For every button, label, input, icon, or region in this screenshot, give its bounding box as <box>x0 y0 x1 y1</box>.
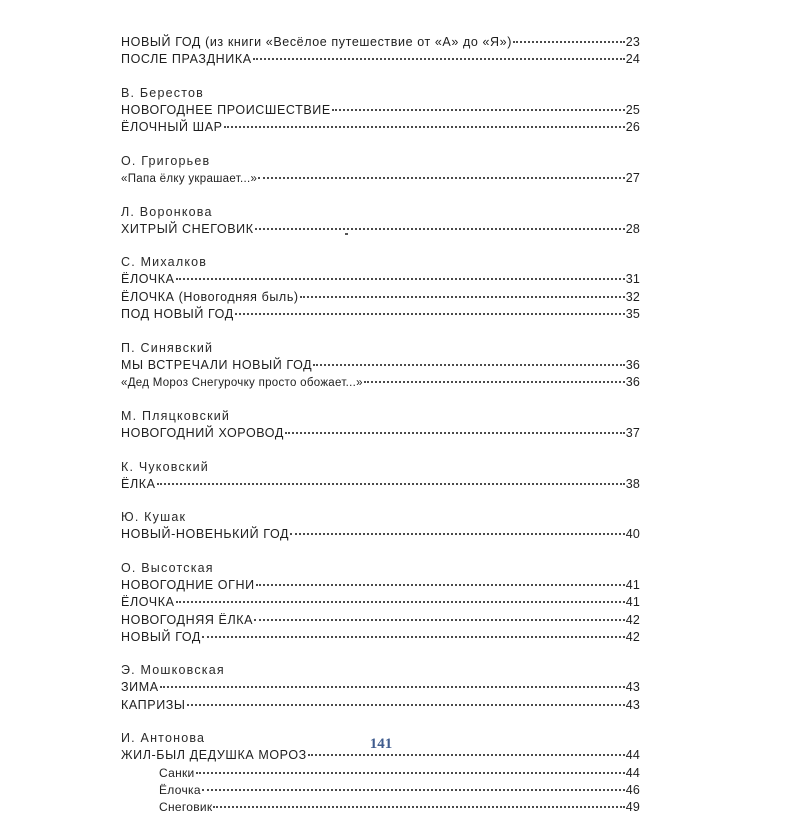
toc-entry <box>121 577 640 594</box>
entry-title: НОВОГОДНИЙ ХОРОВОД <box>121 426 284 441</box>
toc-section <box>121 152 640 188</box>
toc-entry <box>121 799 640 816</box>
author-name: И. Антонова <box>121 731 206 746</box>
toc-entry <box>121 612 640 629</box>
dot-leader <box>332 109 625 111</box>
toc-section <box>121 559 640 647</box>
toc-entry <box>121 289 640 306</box>
dot-leader <box>513 41 625 43</box>
entry-title: НОВЫЙ-НОВЕНЬКИЙ ГОД <box>121 527 290 542</box>
author-name: Э. Мошковская <box>121 663 225 678</box>
entry-page-number: 42 <box>625 629 640 644</box>
entry-page-number: 28 <box>625 222 640 237</box>
entry-page-number: 25 <box>625 102 640 117</box>
dot-leader <box>176 601 625 603</box>
entry-title: ЗИМА <box>121 680 159 695</box>
author-name: К. Чуковский <box>121 459 209 474</box>
dot-leader <box>196 772 625 774</box>
toc-entry <box>121 594 640 611</box>
toc-entry <box>121 374 640 392</box>
entry-page-number: 41 <box>625 577 640 592</box>
entry-page-number: 36 <box>625 375 640 390</box>
entry-title: ПОД НОВЫЙ ГОД <box>121 307 234 322</box>
toc-section <box>121 508 640 543</box>
dot-leader <box>176 278 625 280</box>
toc-section <box>121 253 640 323</box>
dot-leader <box>285 432 625 434</box>
author-name: Ю. Кушак <box>121 510 187 525</box>
entry-page-number: 32 <box>625 289 640 304</box>
entry-page-number: 49 <box>625 800 640 815</box>
toc-entry <box>121 357 640 374</box>
dot-leader <box>290 533 625 535</box>
toc-section <box>121 203 640 238</box>
entry-title: ЁЛОЧКА <box>121 272 175 287</box>
entry-page-number: 35 <box>625 307 640 322</box>
entry-page-number: 31 <box>625 272 640 287</box>
entry-title: ЁЛОЧКА <box>121 595 175 610</box>
entry-page-number: 46 <box>625 782 640 797</box>
author-name: М. Пляцковский <box>121 409 231 424</box>
author-name: О. Высотская <box>121 560 214 575</box>
entry-title: ХИТРЫЙ СНЕГОВИК <box>121 222 254 237</box>
entry-page-number: 26 <box>625 120 640 135</box>
toc-entry <box>121 170 640 188</box>
toc-entry <box>121 526 640 543</box>
entry-title: ЖИЛ-БЫЛ ДЕДУШКА МОРОЗ <box>121 748 307 763</box>
dot-leader <box>157 483 625 485</box>
dot-leader <box>313 364 624 366</box>
toc-entry <box>121 51 640 68</box>
entry-page-number: 23 <box>625 35 640 49</box>
entry-title: ПОСЛЕ ПРАЗДНИКА <box>121 52 252 67</box>
dot-leader <box>364 381 625 383</box>
entry-title: МЫ ВСТРЕЧАЛИ НОВЫЙ ГОД <box>121 357 313 372</box>
entry-page-number: 37 <box>625 426 640 441</box>
author-name: П. Синявский <box>121 340 214 355</box>
toc-entry <box>121 629 640 646</box>
entry-title: НОВОГОДНЯЯ ЁЛКА <box>121 612 254 627</box>
dot-leader <box>160 686 625 688</box>
entry-title: НОВЫЙ ГОД <box>121 629 201 644</box>
entry-title: «Дед Мороз Снегурочку просто обожает...» <box>121 377 363 390</box>
entry-title: «Папа ёлку украшает...» <box>121 172 258 185</box>
dot-leader <box>254 619 625 621</box>
dot-leader <box>202 636 625 638</box>
dot-leader <box>308 754 625 756</box>
entry-page-number: 42 <box>625 612 640 627</box>
entry-page-number: 24 <box>625 52 640 67</box>
entry-page-number: 41 <box>625 595 640 610</box>
toc-entry <box>121 476 640 493</box>
toc-entry <box>121 697 640 714</box>
author-name: С. Михалков <box>121 255 208 270</box>
table-of-contents <box>121 34 640 832</box>
toc-entry <box>121 102 640 119</box>
toc-section <box>121 339 640 393</box>
entry-title: Ёлочка <box>159 782 201 797</box>
dot-leader <box>300 296 625 298</box>
toc-entry <box>121 34 640 51</box>
dot-leader <box>224 126 625 128</box>
toc-entry <box>121 782 640 799</box>
dot-leader <box>253 58 625 60</box>
toc-entry <box>121 765 640 782</box>
author-name: Л. Воронкова <box>121 205 213 220</box>
toc-section <box>121 458 640 493</box>
toc-section <box>121 661 640 714</box>
toc-section <box>121 407 640 442</box>
dot-leader <box>202 789 625 791</box>
entry-title: НОВОГОДНЕЕ ПРОИСШЕСТВИЕ <box>121 102 331 117</box>
entry-title: Санки <box>159 765 195 780</box>
page-number: 141 <box>369 736 393 752</box>
entry-page-number: 38 <box>625 476 640 491</box>
dot-leader <box>187 704 625 706</box>
entry-page-number: 27 <box>625 170 640 185</box>
dot-leader <box>235 313 625 315</box>
author-name: О. Григорьев <box>121 153 211 168</box>
dot-leader <box>213 806 624 808</box>
dot-leader <box>256 584 625 586</box>
entry-page-number: 40 <box>625 527 640 542</box>
toc-entry <box>121 306 640 323</box>
entry-page-number: 36 <box>625 357 640 372</box>
print-speck <box>345 233 348 235</box>
toc-section <box>121 84 640 137</box>
toc-section <box>121 34 640 69</box>
entry-title: Снеговик <box>159 800 213 815</box>
entry-page-number: 44 <box>625 748 640 763</box>
toc-entry <box>121 119 640 136</box>
entry-title: НОВЫЙ ГОД (из книги «Весёлое путешествие от «А» до «Я») <box>121 35 512 49</box>
entry-page-number: 44 <box>625 765 640 780</box>
entry-page-number: 43 <box>625 680 640 695</box>
toc-entry <box>121 221 640 238</box>
entry-page-number: 43 <box>625 697 640 712</box>
dot-leader <box>258 177 625 179</box>
entry-title: ЁЛКА <box>121 476 156 491</box>
entry-title: НОВОГОДНИЕ ОГНИ <box>121 577 255 592</box>
toc-entry <box>121 679 640 696</box>
entry-title: КАПРИЗЫ <box>121 697 186 712</box>
entry-title: ЁЛОЧКА (Новогодняя быль) <box>121 289 299 304</box>
toc-entry <box>121 271 640 288</box>
toc-entry <box>121 425 640 442</box>
dot-leader <box>255 228 625 230</box>
entry-title: ЁЛОЧНЫЙ ШАР <box>121 120 223 135</box>
author-name: В. Берестов <box>121 85 204 100</box>
